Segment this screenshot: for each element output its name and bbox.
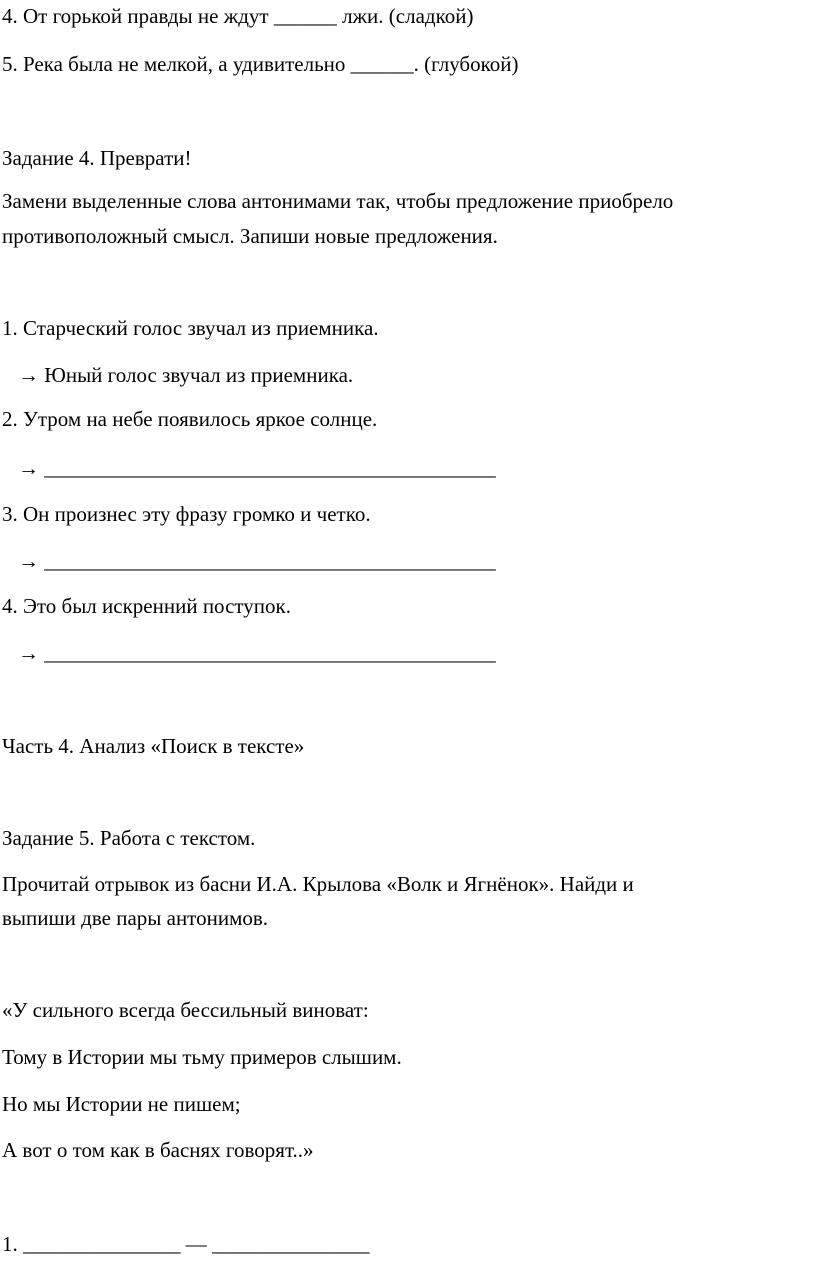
fable-quote-line-2: Тому в Истории мы тьму примеров слышим.: [2, 1045, 402, 1069]
task4-sentence-2: 2. Утром на небе появилось яркое солнце.: [2, 407, 378, 431]
item-number: 5.: [2, 52, 18, 76]
task4-answer-2: → ___________________________________________: [18, 456, 496, 480]
fable-quote-line-1: «У сильного всегда бессильный виноват:: [2, 998, 369, 1022]
item-number: 4.: [2, 4, 18, 28]
task5-instruction-line1: Прочитай отрывок из басни И.А. Крылова «Волк и Ягнёнок». Найди и: [2, 872, 634, 896]
task5-heading: Задание 5. Работа с текстом.: [2, 826, 256, 850]
task3-item-5: [2, 52, 518, 76]
item-text-before: Река была не мелкой, а удивительно: [23, 52, 346, 76]
item-text-after: . (глубокой): [413, 52, 519, 76]
task5-instruction-line2: выпиши две пары антонимов.: [2, 906, 269, 930]
item-text-before: От горькой правды не ждут: [23, 4, 269, 28]
task4-instruction-line2: противоположный смысл. Запиши новые предложения.: [2, 224, 498, 248]
task4-answer-4: → ___________________________________________: [18, 641, 496, 665]
task4-answer-3: → ___________________________________________: [18, 549, 496, 573]
part4-heading: Часть 4. Анализ «Поиск в тексте»: [2, 734, 305, 758]
task4-instruction-line1: Замени выделенные слова антонимами так, чтобы предложение приобрело: [2, 189, 674, 213]
fill-blank: ______: [350, 52, 414, 76]
fable-quote-line-4: А вот о том как в баснях говорят..»: [2, 1138, 314, 1162]
task4-sentence-4: 4. Это был искренний поступок.: [2, 594, 291, 618]
item-text-after: лжи. (сладкой): [342, 4, 474, 28]
task3-item-4: [2, 4, 473, 28]
task5-answer-line: 1. _______________ — _______________: [2, 1232, 370, 1256]
task4-sentence-3: 3. Он произнес эту фразу громко и четко.: [2, 502, 371, 526]
task4-sentence-1: 1. Старческий голос звучал из приемника.: [2, 316, 379, 340]
fill-blank: ______: [273, 4, 337, 28]
task4-heading: Задание 4. Преврати!: [2, 146, 192, 170]
fable-quote-line-3: Но мы Истории не пишем;: [2, 1092, 241, 1116]
task4-answer-1: → Юный голос звучал из приемника.: [18, 363, 354, 387]
